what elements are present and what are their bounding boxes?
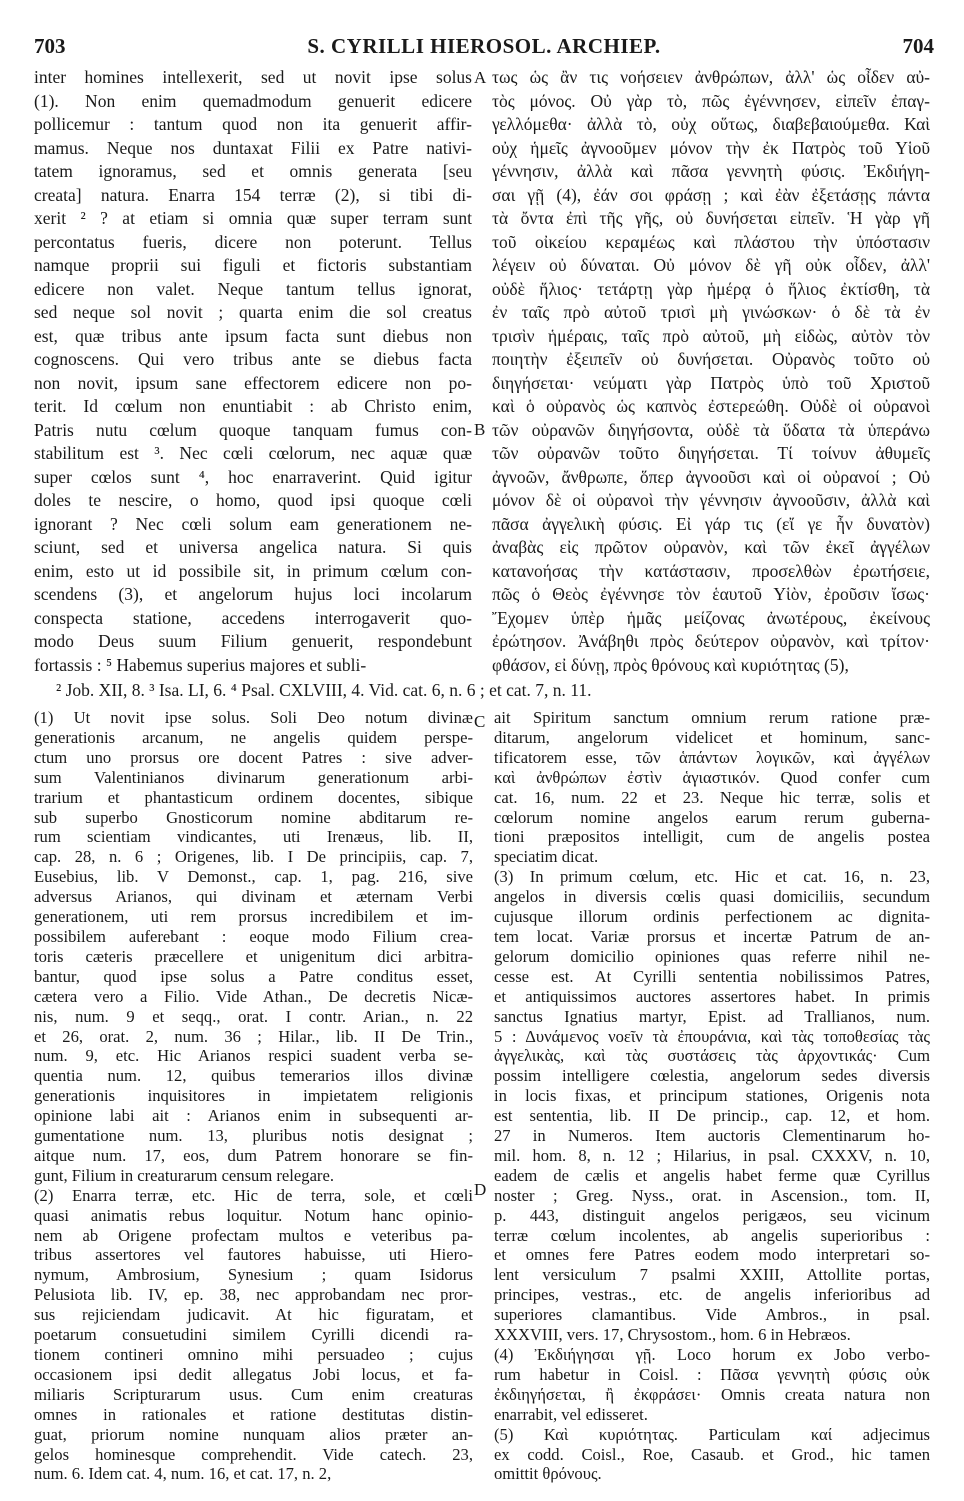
note-line: terræ cœlum incolentes, ab angelis superioribus : — [494, 1225, 930, 1245]
greek-text-line: πῶς ὁ Θεὸς ἐγέννησε τὸν ἑαυτοῦ Υἱὸν, ἐροῦσιν ἴσως· — [492, 584, 930, 604]
greek-text-line: ἐν ταῖς πρὸ αὐτοῦ τρισὶ μὴ γινώσκων· ὁ δὲ τὰ ἐν — [492, 302, 930, 322]
latin-text-line: namque proprii sui figuli et fictoris substantiam — [34, 255, 472, 275]
note-line: Pelusiota lib. IV, ep. 38, nec approbandam nec pror- — [34, 1285, 473, 1305]
section-marker-d: D — [474, 1180, 487, 1199]
note-line: ἐκδιηγήσεται, ἢ ἐκφράσει· Omnis creata natura non — [494, 1384, 930, 1404]
latin-text-line: creata] natura. Enarra 154 terræ (2), si tibi di- — [34, 184, 472, 205]
note-line: (3) In primum cœlum, etc. Hic et cat. 16, n. 23, — [494, 867, 930, 887]
latin-text-line: Patris nutu cœlum quoque tanquam fumus con- — [34, 419, 472, 440]
note-line: (2) Enarra terræ, etc. Hic de terra, sole, et cœli — [34, 1185, 473, 1205]
note-line: trarium et phantasticum ordinem docentes, sibique — [34, 787, 473, 807]
note-line: p. 443, distinguit angelos perigæos, seu vicinum — [494, 1205, 930, 1225]
running-title: S. CYRILLI HIEROSOL. ARCHIEP. — [307, 34, 661, 58]
section-marker-a: A — [474, 68, 487, 87]
note-line: occasionem ipsi dedit allegatus Jobi locus, et fa- — [34, 1364, 473, 1384]
latin-text-line: tatem ignoramus, sed et omnis generata [seu — [34, 161, 472, 181]
note-line: sum Valentinianos divinarum generationum arbi- — [34, 767, 473, 787]
scripture-references: ² Job. XII, 8. ³ Isa. LI, 6. ⁴ Psal. CXLVIII, 4. Vid. cat. 6, n. 6 ; et cat. 7, n. 11. — [56, 680, 592, 700]
note-line: generationem, uti rem prorsus incredibilem et im- — [34, 907, 473, 927]
latin-text-line: sciunt, sed et universa angelica natura. Si quis — [34, 537, 472, 557]
greek-text-line: τρισὶν ἡμέραις, ταῖς πρὸ αὐτοῦ, μὴ εἰδὼς, αὐτὸν τὸν — [492, 325, 930, 346]
section-marker-c: C — [474, 712, 486, 731]
latin-text-line: ignorant ? Nec cœli solum eam generationem ne- — [34, 513, 472, 534]
note-line: gelos hominesque comprehendit. Vide catech. 23, — [34, 1444, 473, 1464]
note-line: opinione labi ait : Arianos enim in subsequenti ar- — [34, 1106, 473, 1126]
note-line: gumentatione num. 13, pluribus notis designat ; — [34, 1126, 473, 1146]
greek-text-line: τως ὡς ἂν τις νοήσειεν ἀνθρώπων, ἀλλ' ὡς οἶδεν αὐ- — [492, 67, 930, 87]
note-line: XXXVIII, vers. 17, Chrysostom., hom. 6 in Hebræos. — [494, 1325, 851, 1345]
note-line: (1) Ut novit ipse solus. Soli Deo notum divinæ — [34, 708, 473, 727]
latin-text-line: percontatus fueris, dicere non poterunt. Tellus — [34, 231, 472, 252]
latin-text-line: (1). Non enim quemadmodum genuerit edicere — [34, 90, 472, 111]
greek-text-line: τοῦ οἰκείου κεραμέως καὶ πλάστου τὴν ὑπόστασιν — [492, 231, 930, 252]
page-number-right: 704 — [902, 34, 934, 58]
greek-text-line: διηγήσεται· νεύματι γὰρ Πατρὸς ὑπὸ τοῦ Χριστοῦ — [492, 372, 930, 393]
note-line: aitque num. 17, eos, dum Patrem honorare se fin- — [34, 1145, 473, 1165]
greek-text-line: γελλόμεθα· ἀλλὰ τὸ, οὐχ οὕτως, διαβεβαιούμεθα. Καὶ — [492, 114, 930, 134]
note-line: bantur, quod ipse solus a Patre conditus esset, — [34, 966, 473, 986]
greek-text-line: καὶ ὁ οὐρανὸς ὡς καπνὸς ἐστερεώθη. Οὐδὲ οἱ οὐρανοὶ — [492, 396, 930, 416]
latin-text-line: enim, esto ut id possibile sit, in primum cœlum con- — [34, 560, 472, 581]
note-line: tem locat. Variæ prorsus et incertæ Patrum de an- — [494, 926, 930, 946]
note-line: cætera vero a Filio. Vide Athan., De decretis Nicæ- — [34, 986, 473, 1006]
note-line: nymum, Ambrosium, Synesium ; quam Isidorus — [34, 1265, 473, 1285]
latin-text-line: est, quæ tribus ante ipsum facta sunt diebus non — [34, 325, 472, 346]
note-line: possim intelligere cœlestia, angelorum sedes diversis — [494, 1066, 930, 1086]
greek-text-line: λέγειν οὐ δύναται. Οὐ μόνον δὲ γῆ οὐκ οἶδεν, ἀλλ' — [492, 255, 930, 275]
greek-text-line: ἀγνοῶν, ἄνθρωπε, ὅπερ ἀγνοοῦσι καὶ οἱ οὐρανοί ; Οὐ — [492, 466, 930, 487]
note-line: generationis arcanum, ne angelis quidem perspe- — [34, 727, 473, 747]
note-line: eadem de cælis et angelis habet ferme quæ Cyrillus — [494, 1165, 930, 1185]
latin-text-line: doles te nescire, o homo, quod ipsi quoque cœli — [34, 490, 472, 510]
note-line: omittit θρόνους. — [494, 1464, 602, 1484]
note-line: tificatorem esse, τῶν ἁπάντων λογικῶν, καὶ ἀγγέλων — [494, 747, 930, 767]
greek-text-line: τὸς μόνος. Οὐ γὰρ τὸ, πῶς ἐγέννησεν, εἰπεῖν ἐπαγ- — [492, 90, 930, 111]
notes-right-column — [494, 708, 930, 1484]
note-line: speciatim dicat. — [494, 847, 599, 867]
note-line: in locis fixas, et principum stationes, Origenis nota — [494, 1086, 930, 1106]
note-line: toris cæteris præcellere et unigenitum dici arbitra- — [34, 946, 473, 966]
note-line: miliaris Scripturarum usus. Cum enim creaturas — [34, 1384, 473, 1404]
latin-text-line: stabilitum est ³. Nec cœli cœlorum, nec aquæ quæ — [34, 443, 472, 463]
note-line: quentia num. 12, quibus temerarios illos divinæ — [34, 1066, 473, 1086]
note-line: ἀγγελικὰς, καὶ τὰς συστάσεις τὰς ἀρχοντικάς· Cum — [494, 1046, 930, 1066]
note-line: tioni præpositos intelligit, cum de angelis postea — [494, 827, 930, 847]
greek-text-line: γέννησιν, ἀλλὰ καὶ πᾶσα γεννητὴ φύσις. Ἐκδιήγη- — [492, 161, 930, 181]
latin-text-line: modo Deus suum Filium genuerit, respondebunt — [34, 631, 472, 651]
latin-text-line: non novit, ipsum sane effectorem edicere non po- — [34, 372, 472, 393]
greek-text-line: πᾶσα ἀγγελικὴ φύσις. Εἰ γάρ τις (εἴ γε ἦν δυνατὸν) — [492, 513, 930, 534]
note-line: nis, num. 9 et seqq., orat. I contr. Arian., n. 22 — [34, 1006, 473, 1026]
note-line: noster ; Greg. Nyss., orat. in Ascension., tom. II, — [494, 1185, 930, 1205]
note-line: sanctus Ignatius martyr, Epist. ad Trallianos, num. — [494, 1006, 930, 1026]
note-line: angelos in diversis cœlis quasi domiciliis, secundum — [494, 887, 930, 907]
greek-text-column — [492, 66, 930, 677]
greek-text-line: τῶν οὐρανῶν τοῦτο διηγήσεται. Τί τοίνυν ἀθυμεῖς — [492, 443, 930, 463]
note-line: poetarum consuetudini similem Cyrilli dicendi ra- — [34, 1325, 473, 1345]
notes-left-column — [34, 708, 473, 1484]
latin-text-line: mamus. Neque nos duntaxat Filii ex Patre nativi- — [34, 137, 472, 158]
note-line: cœlorum nomine angelos earum rerum guberna- — [494, 807, 930, 827]
note-line: 27 in Numeros. Item auctoris Clementinarum ho- — [494, 1126, 930, 1146]
note-line: sub superbo Gnosticorum nomine abditarum re- — [34, 807, 473, 827]
latin-text-line: terit. Id cœlum non enuntiabit : ab Christo enim, — [34, 396, 472, 416]
note-line: et antiquissimos auctores assertores habet. In primis — [494, 986, 930, 1006]
note-line: possibilem auferebant : eoque modo Filium crea- — [34, 926, 473, 946]
section-marker-b: B — [474, 420, 486, 439]
latin-text-line: scendens (3), et angelorum hujus loci incolarum — [34, 584, 472, 604]
note-line: num. 6. Idem cat. 4, num. 16, et cat. 17, n. 2, — [34, 1464, 332, 1484]
page-number-left: 703 — [34, 34, 66, 58]
note-line: rum scientiam vindicantes, uti Irenæus, lib. II, — [34, 827, 473, 847]
note-line: ctum uno prorsus ore docent Patres : sive adver- — [34, 747, 473, 767]
note-line: et 26, orat. 2, num. 36 ; Hilar., lib. II De Trin., — [34, 1026, 473, 1046]
greek-text-line: ποιητὴν ἐξειπεῖν οὐ δυνήσεται. Οὐρανὸς τοῦτο οὐ — [492, 349, 930, 369]
note-line: nem ab Origene profectam multos e veteribus pa- — [34, 1225, 473, 1245]
note-line: lent versiculum 7 psalmi XXIII, Attollite portas, — [494, 1265, 930, 1285]
note-line: gelorum domicilio opiniones quas referre nihil ne- — [494, 946, 930, 966]
note-line: num. 9, etc. Hic Arianos respici suadent verba se- — [34, 1046, 473, 1066]
note-line: tionem contineri omnino mihi persuadeo ; cujus — [34, 1345, 473, 1364]
note-line: rum habetur in Coisl. : Πᾶσα γεννητὴ φύσις οὐκ — [494, 1364, 930, 1384]
note-line: est sententia, lib. II De princip., cap. 12, et hom. — [494, 1106, 930, 1126]
note-line: cat. 16, num. 22 et 23. Neque hic terræ, solis et — [494, 787, 930, 807]
note-line: guat, priorum nomine nunquam alios præter an- — [34, 1424, 473, 1444]
note-line: καὶ ἀνθρώπων ἐστὶν ἁγιαστικόν. Quod confer cum — [494, 767, 930, 787]
note-line: omnes in rationales et ratione destitutas distin- — [34, 1404, 473, 1424]
greek-text-line: Ἔχομεν ὑπὲρ ἡμᾶς μείζονας ἀνωτέρους, ἐκείνους — [492, 607, 930, 628]
greek-text-line: σαι γῇ (4), ἐάν σοι φράσῃ ; καὶ ἐὰν ἐξετάσῃς πάντα — [492, 184, 930, 205]
note-line: mil. hom. 8, n. 12 ; Hilarius, in psal. CXXXV, n. 10, — [494, 1145, 930, 1165]
running-header — [34, 34, 934, 60]
note-line: ex codd. Coisl., Roe, Casaub. et Grod., hic tamen — [494, 1444, 930, 1464]
note-line: (5) Καὶ κυριότητας. Particulam καί adjecimus — [494, 1424, 930, 1444]
note-line: generationis inquisitores in impietatem religionis — [34, 1086, 473, 1106]
note-line: cap. 28, n. 6 ; Origenes, lib. I De principiis, cap. 7, — [34, 847, 473, 867]
latin-text-line: super cœlos sunt ⁴, hoc enarraverint. Quid igitur — [34, 466, 472, 487]
latin-text-column — [34, 66, 472, 677]
note-line: superiores clamantibus. Vide Ambros., in psal. — [494, 1305, 930, 1325]
latin-text-line: inter homines intellexerit, sed ut novit ipse solus — [34, 67, 472, 87]
note-line: sus rejiciendam judicavit. At hic figuratam, et — [34, 1305, 473, 1325]
greek-text-line: κατανοήσας τὴν κατάστασιν, προσελθὼν ἐρωτήσειε, — [492, 560, 930, 581]
note-line: et omnes fere Patres eodem modo interpretari so- — [494, 1245, 930, 1265]
note-line: 5 : Δυνάμενος νοεῖν τὰ ἐπουράνια, καὶ τὰς τοποθεσίας τὰς — [494, 1026, 930, 1046]
note-line: ditarum, angelorum videlicet et hominum, sanc- — [494, 727, 930, 747]
note-line: cesse est. At Cyrilli sententia nobilissimos Patres, — [494, 966, 930, 986]
greek-text-line: ἀναβὰς εἰς πρῶτον οὐρανὸν, καὶ τῶν ἐκεῖ ἀγγέλων — [492, 537, 930, 557]
greek-text-line: τὰ ὄντα ἐπὶ τῆς γῆς, οὐ δυνήσεται εἰπεῖν. Ἡ γὰρ γῆ — [492, 208, 930, 228]
note-line: principes, vestras., etc. de angelis inferioribus ad — [494, 1285, 930, 1305]
latin-text-line: pollicemur : tantum quod non ita genuerit affir- — [34, 114, 472, 134]
latin-text-line: conspecta statione, accedens interrogaverit quo- — [34, 607, 472, 628]
greek-text-line: μόνον δὲ οἱ οὐρανοὶ τὴν γέννησιν ἀγνοοῦσιν, ἀλλὰ καὶ — [492, 490, 930, 510]
note-line: gunt, Filium in creaturarum censum relegare. — [34, 1165, 334, 1185]
latin-text-line: xerit ² ? at etiam si omnia quæ super terram sunt — [34, 208, 472, 228]
latin-text-line: fortassis : ⁵ Habemus superius majores et subli- — [34, 654, 367, 675]
latin-text-line: sed neque sol novit ; quarta enim die sol creatus — [34, 302, 472, 322]
note-line: enarrabit, vel edisseret. — [494, 1404, 648, 1424]
note-line: adversus Arianos, qui divinam et æternam Verbi — [34, 887, 473, 907]
note-line: tribus assertores vel fautores habuisse, uti Hiero- — [34, 1245, 473, 1265]
greek-text-line: ἐρώτησον. Ἀνάβηθι πρὸς δεύτερον οὐρανὸν, καὶ τρίτον· — [492, 631, 930, 651]
greek-text-line: οὐχ ἡμεῖς ἀγνοοῦμεν μόνον τὴν ἐκ Πατρὸς τοῦ Υἱοῦ — [492, 137, 930, 158]
greek-text-line: φθάσον, εἰ δύνῃ, πρὸς θρόνους καὶ κυριότητας (5), — [492, 654, 849, 675]
note-line: Eusebius, lib. V Demonst., cap. 1, pag. 216, sive — [34, 867, 473, 887]
note-line: cujusque illorum ordinis perfectionem ac dignita- — [494, 907, 930, 927]
latin-text-line: cognoscens. Qui vero tribus ante se diebus facta — [34, 349, 472, 369]
note-line: ait Spiritum sanctum omnium rerum ratione præ- — [494, 708, 930, 727]
note-line: quasi animatis rebus loquitur. Notum hanc opinio- — [34, 1205, 473, 1225]
greek-text-line: τῶν οὐρανῶν διηγήσοντα, οὐδὲ τὰ ὕδατα τὰ ὑπεράνω — [492, 419, 930, 440]
latin-text-line: edicere non valet. Neque tantum tellus ignorat, — [34, 278, 472, 299]
note-line: (4) Ἐκδιήγησαι γῇ. Loco horum ex Jobo verbo- — [494, 1345, 930, 1364]
greek-text-line: οὐδὲ ἥλιος· τετάρτῃ γὰρ ἡμέρᾳ ὁ ἥλιος ἐκτίσθη, τὰ — [492, 278, 930, 299]
